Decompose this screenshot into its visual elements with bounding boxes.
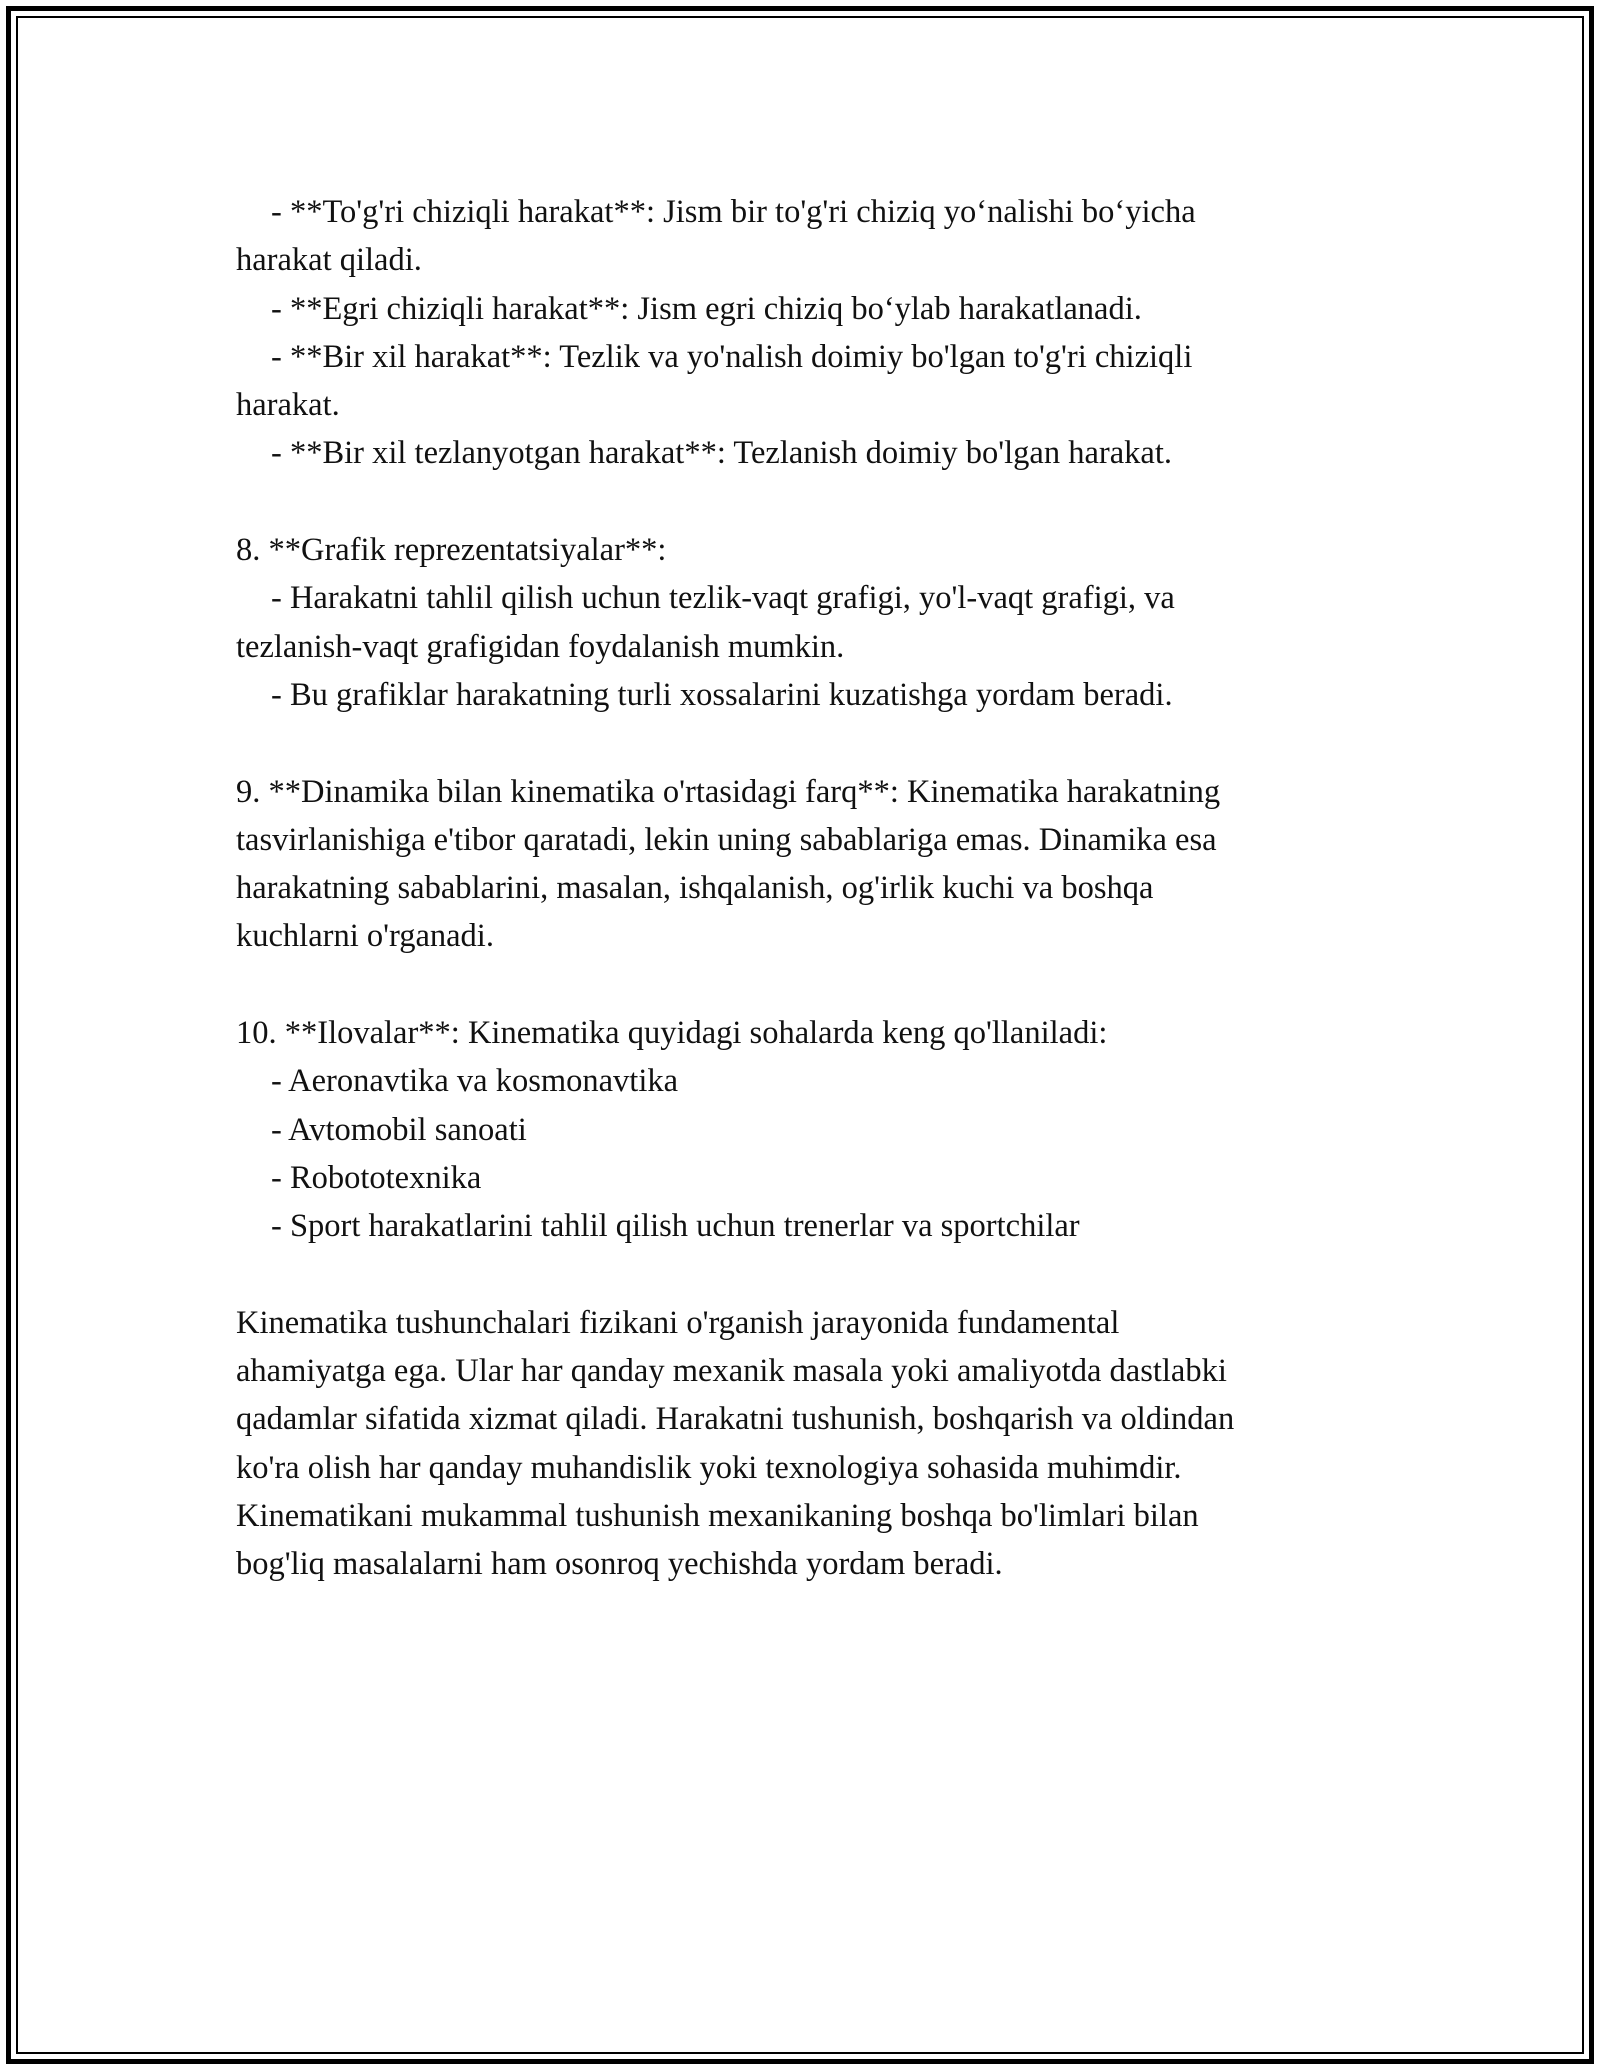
blank-line [236, 478, 1386, 526]
text-line: - Harakatni tahlil qilish uchun tezlik-vaqt grafigi, yo'l-vaqt grafigi, va [271, 580, 1175, 617]
text-line: tezlanish-vaqt grafigidan foydalanish mumkin. [236, 628, 845, 665]
text-line: tasvirlanishiga e'tibor qaratadi, lekin uning sabablariga emas. Dinamika esa [236, 821, 1217, 858]
text-line: - **Egri chiziqli harakat**: Jism egri chiziq bo‘ylab harakatlanadi. [271, 290, 1142, 327]
text-line: - Sport harakatlarini tahlil qilish uchun trenerlar va sportchilar [271, 1208, 1080, 1245]
text-line: - **To'g'ri chiziqli harakat**: Jism bir to'g'ri chiziq yo‘nalishi bo‘yicha [271, 194, 1196, 230]
text-line: 10. **Ilovalar**: Kinematika quyidagi sohalarda keng qo'llaniladi: [236, 1015, 1108, 1052]
text-line: harakat qiladi. [236, 242, 422, 279]
text-line: harakat. [236, 387, 340, 424]
text-line: - Avtomobil sanoati [271, 1111, 527, 1148]
text-line: ahamiyatga ega. Ular har qanday mexanik masala yoki amaliyotda dastlabki [236, 1353, 1227, 1390]
text-line: Kinematikani mukammal tushunish mexanikaning boshqa bo'limlari bilan [236, 1498, 1199, 1535]
document-body [236, 188, 1386, 1589]
text-line: - Robototexnika [271, 1159, 482, 1196]
text-line: bog'liq masalalarni ham osonroq yechishda yordam beradi. [236, 1546, 1003, 1583]
text-line: ko'ra olish har qanday muhandislik yoki texnologiya sohasida muhimdir. [236, 1449, 1182, 1486]
text-line: 8. **Grafik reprezentatsiyalar**: [236, 532, 667, 569]
blank-line [236, 1251, 1386, 1299]
blank-line [236, 719, 1386, 767]
text-line: - Aeronavtika va kosmonavtika [271, 1063, 679, 1100]
text-line: Kinematika tushunchalari fizikani o'rganish jarayonida fundamental [236, 1304, 1120, 1341]
text-line: qadamlar sifatida xizmat qiladi. Harakatni tushunish, boshqarish va oldindan [236, 1401, 1235, 1438]
text-line: kuchlarni o'rganadi. [236, 918, 494, 955]
text-line: - **Bir xil harakat**: Tezlik va yo'nalish doimiy bo'lgan to'g'ri chiziqli [271, 338, 1193, 375]
text-line: - Bu grafiklar harakatning turli xossalarini kuzatishga yordam beradi. [271, 676, 1173, 713]
text-line: - **Bir xil tezlanyotgan harakat**: Tezlanish doimiy bo'lgan harakat. [271, 435, 1172, 472]
text-line: 9. **Dinamika bilan kinematika o'rtasidagi farq**: Kinematika harakatning [236, 773, 1221, 810]
text-line: harakatning sabablarini, masalan, ishqalanish, og'irlik kuchi va boshqa [236, 870, 1154, 907]
blank-line [236, 961, 1386, 1009]
